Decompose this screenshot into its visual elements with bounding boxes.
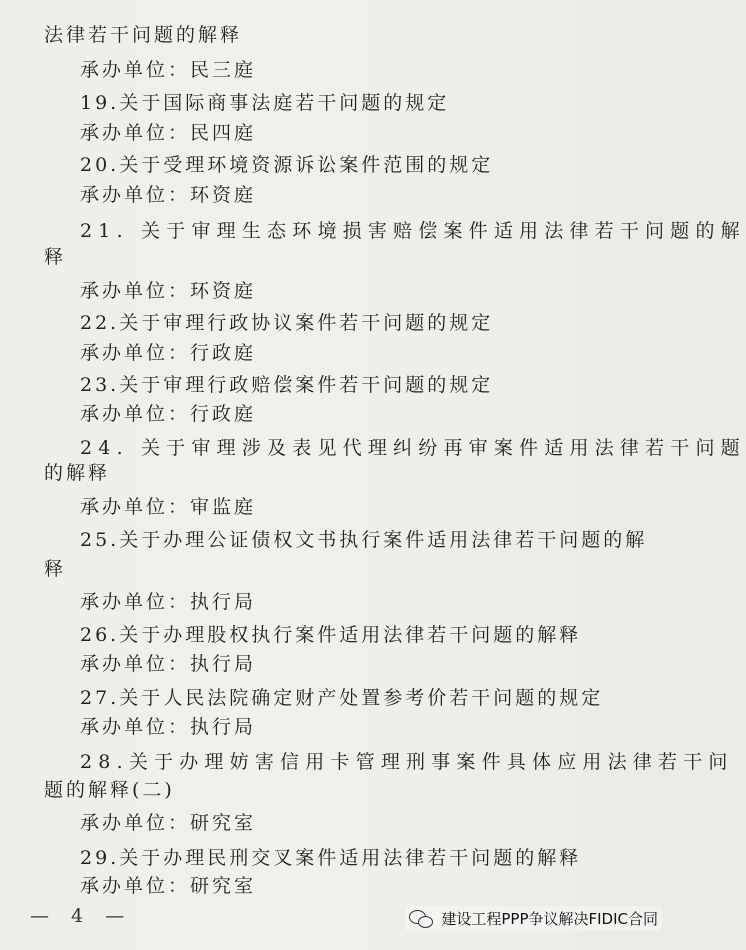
text-line: 题的解释(二): [44, 779, 175, 801]
text-line: 承办单位：行政庭: [80, 342, 257, 364]
text-line: 25.关于办理公证债权文书执行案件适用法律若干问题的解: [80, 529, 648, 551]
text-line: 释: [44, 558, 67, 580]
text-line: 承办单位：审监庭: [80, 496, 257, 518]
text-line: 释: [44, 246, 67, 268]
text-line: 承办单位：执行局: [80, 716, 257, 738]
text-line: 20.关于受理环境资源诉讼案件范围的规定: [80, 154, 494, 176]
text-line: 法律若干问题的解释: [44, 24, 243, 46]
text-line: 承办单位：执行局: [80, 653, 257, 675]
text-line: 24. 关于审理涉及表见代理纠纷再审案件适用法律若干问题: [80, 437, 746, 459]
text-line: 27.关于人民法院确定财产处置参考价若干问题的规定: [80, 687, 604, 709]
text-line: 承办单位：行政庭: [80, 403, 257, 425]
text-line: 29.关于办理民刑交叉案件适用法律若干问题的解释: [80, 847, 582, 869]
text-line: 的解释: [44, 462, 111, 484]
text-line: 承办单位：环资庭: [80, 184, 257, 206]
text-line: 28.关于办理妨害信用卡管理刑事案件具体应用法律若干问: [80, 751, 734, 773]
text-line: 22.关于审理行政协议案件若干问题的规定: [80, 312, 494, 334]
text-line: 承办单位：民三庭: [80, 59, 257, 81]
text-line: 承办单位：执行局: [80, 591, 257, 613]
text-line: 21. 关于审理生态环境损害赔偿案件适用法律若干问题的解: [80, 220, 746, 242]
text-line: 23.关于审理行政赔偿案件若干问题的规定: [80, 374, 494, 396]
text-line: 承办单位：民四庭: [80, 122, 257, 144]
wechat-watermark: [405, 906, 662, 931]
text-line: 承办单位：环资庭: [80, 280, 257, 302]
text-line: 26.关于办理股权执行案件适用法律若干问题的解释: [80, 624, 582, 646]
wechat-icon: [409, 909, 435, 929]
page-number: — 4 —: [30, 905, 133, 927]
watermark-text: 建设工程PPP争议解决FIDIC合同: [441, 910, 658, 928]
text-line: 承办单位：研究室: [80, 812, 257, 834]
text-line: 19.关于国际商事法庭若干问题的规定: [80, 92, 450, 114]
text-line: 承办单位：研究室: [80, 875, 257, 897]
